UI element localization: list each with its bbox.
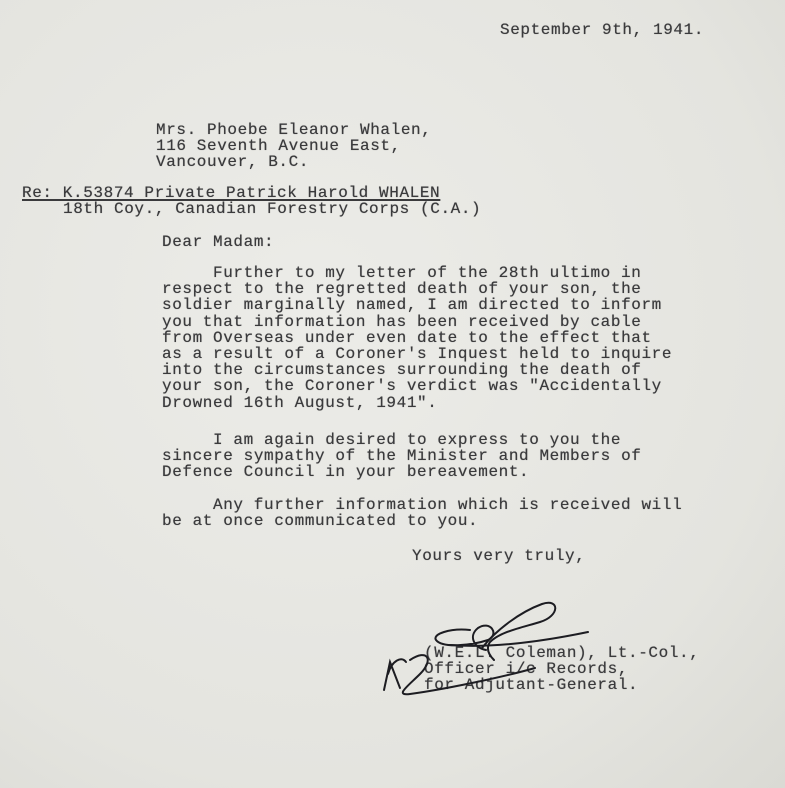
signatory-title: Officer i/c Records, [424,660,629,679]
paragraph-line: Further to my letter of the 28th ultimo in [213,264,642,282]
paragraph-line: be at once communicated to you. [162,512,479,531]
recipient-name: Mrs. Phoebe Eleanor Whalen, [156,121,432,139]
letter-date: September 9th, 1941. [500,21,705,39]
paragraph-line: Defence Council in your bereavement. [162,463,530,482]
reference-block [22,185,481,217]
recipient-address [156,122,431,171]
reference-unit: 18th Coy., Canadian Forestry Corps (C.A.) [63,200,482,219]
paragraph-line: Any further information which is received will [213,496,683,514]
paragraph-line: respect to the regretted death of your son, the [162,280,642,299]
signature-block [424,645,699,694]
paragraph-line: I am again desired to express to you the [213,431,622,449]
reference-subject: Re: K.53874 Private Patrick Harold WHALEN [22,184,441,202]
paragraph-line: into the circumstances surrounding the death of [162,361,642,380]
paragraph-line: from Overseas under even date to the effect that [162,328,652,347]
paragraph-line: your son, the Coroner's verdict was "Accidentally [162,377,662,396]
paragraph-line: sincere sympathy of the Minister and Members of [162,447,642,466]
paragraph-line: as a result of a Coroner's Inquest held to inquire [162,344,673,363]
paragraph-3 [162,497,682,529]
signatory-for: for Adjutant-General. [424,676,639,695]
signatory-name: (W.E.L. Coleman), Lt.-Col., [424,644,700,662]
paragraph-line: soldier marginally named, I am directed to inform [162,296,662,315]
paragraph-line: Drowned 16th August, 1941". [162,393,438,412]
paragraph-2 [162,432,641,481]
recipient-city: Vancouver, B.C. [156,153,310,172]
salutation: Dear Madam: [162,233,275,251]
closing: Yours very truly, [412,547,586,565]
paragraph-line: you that information has been received by cable [162,312,642,331]
recipient-street: 116 Seventh Avenue East, [156,137,401,156]
paragraph-1 [162,265,672,411]
